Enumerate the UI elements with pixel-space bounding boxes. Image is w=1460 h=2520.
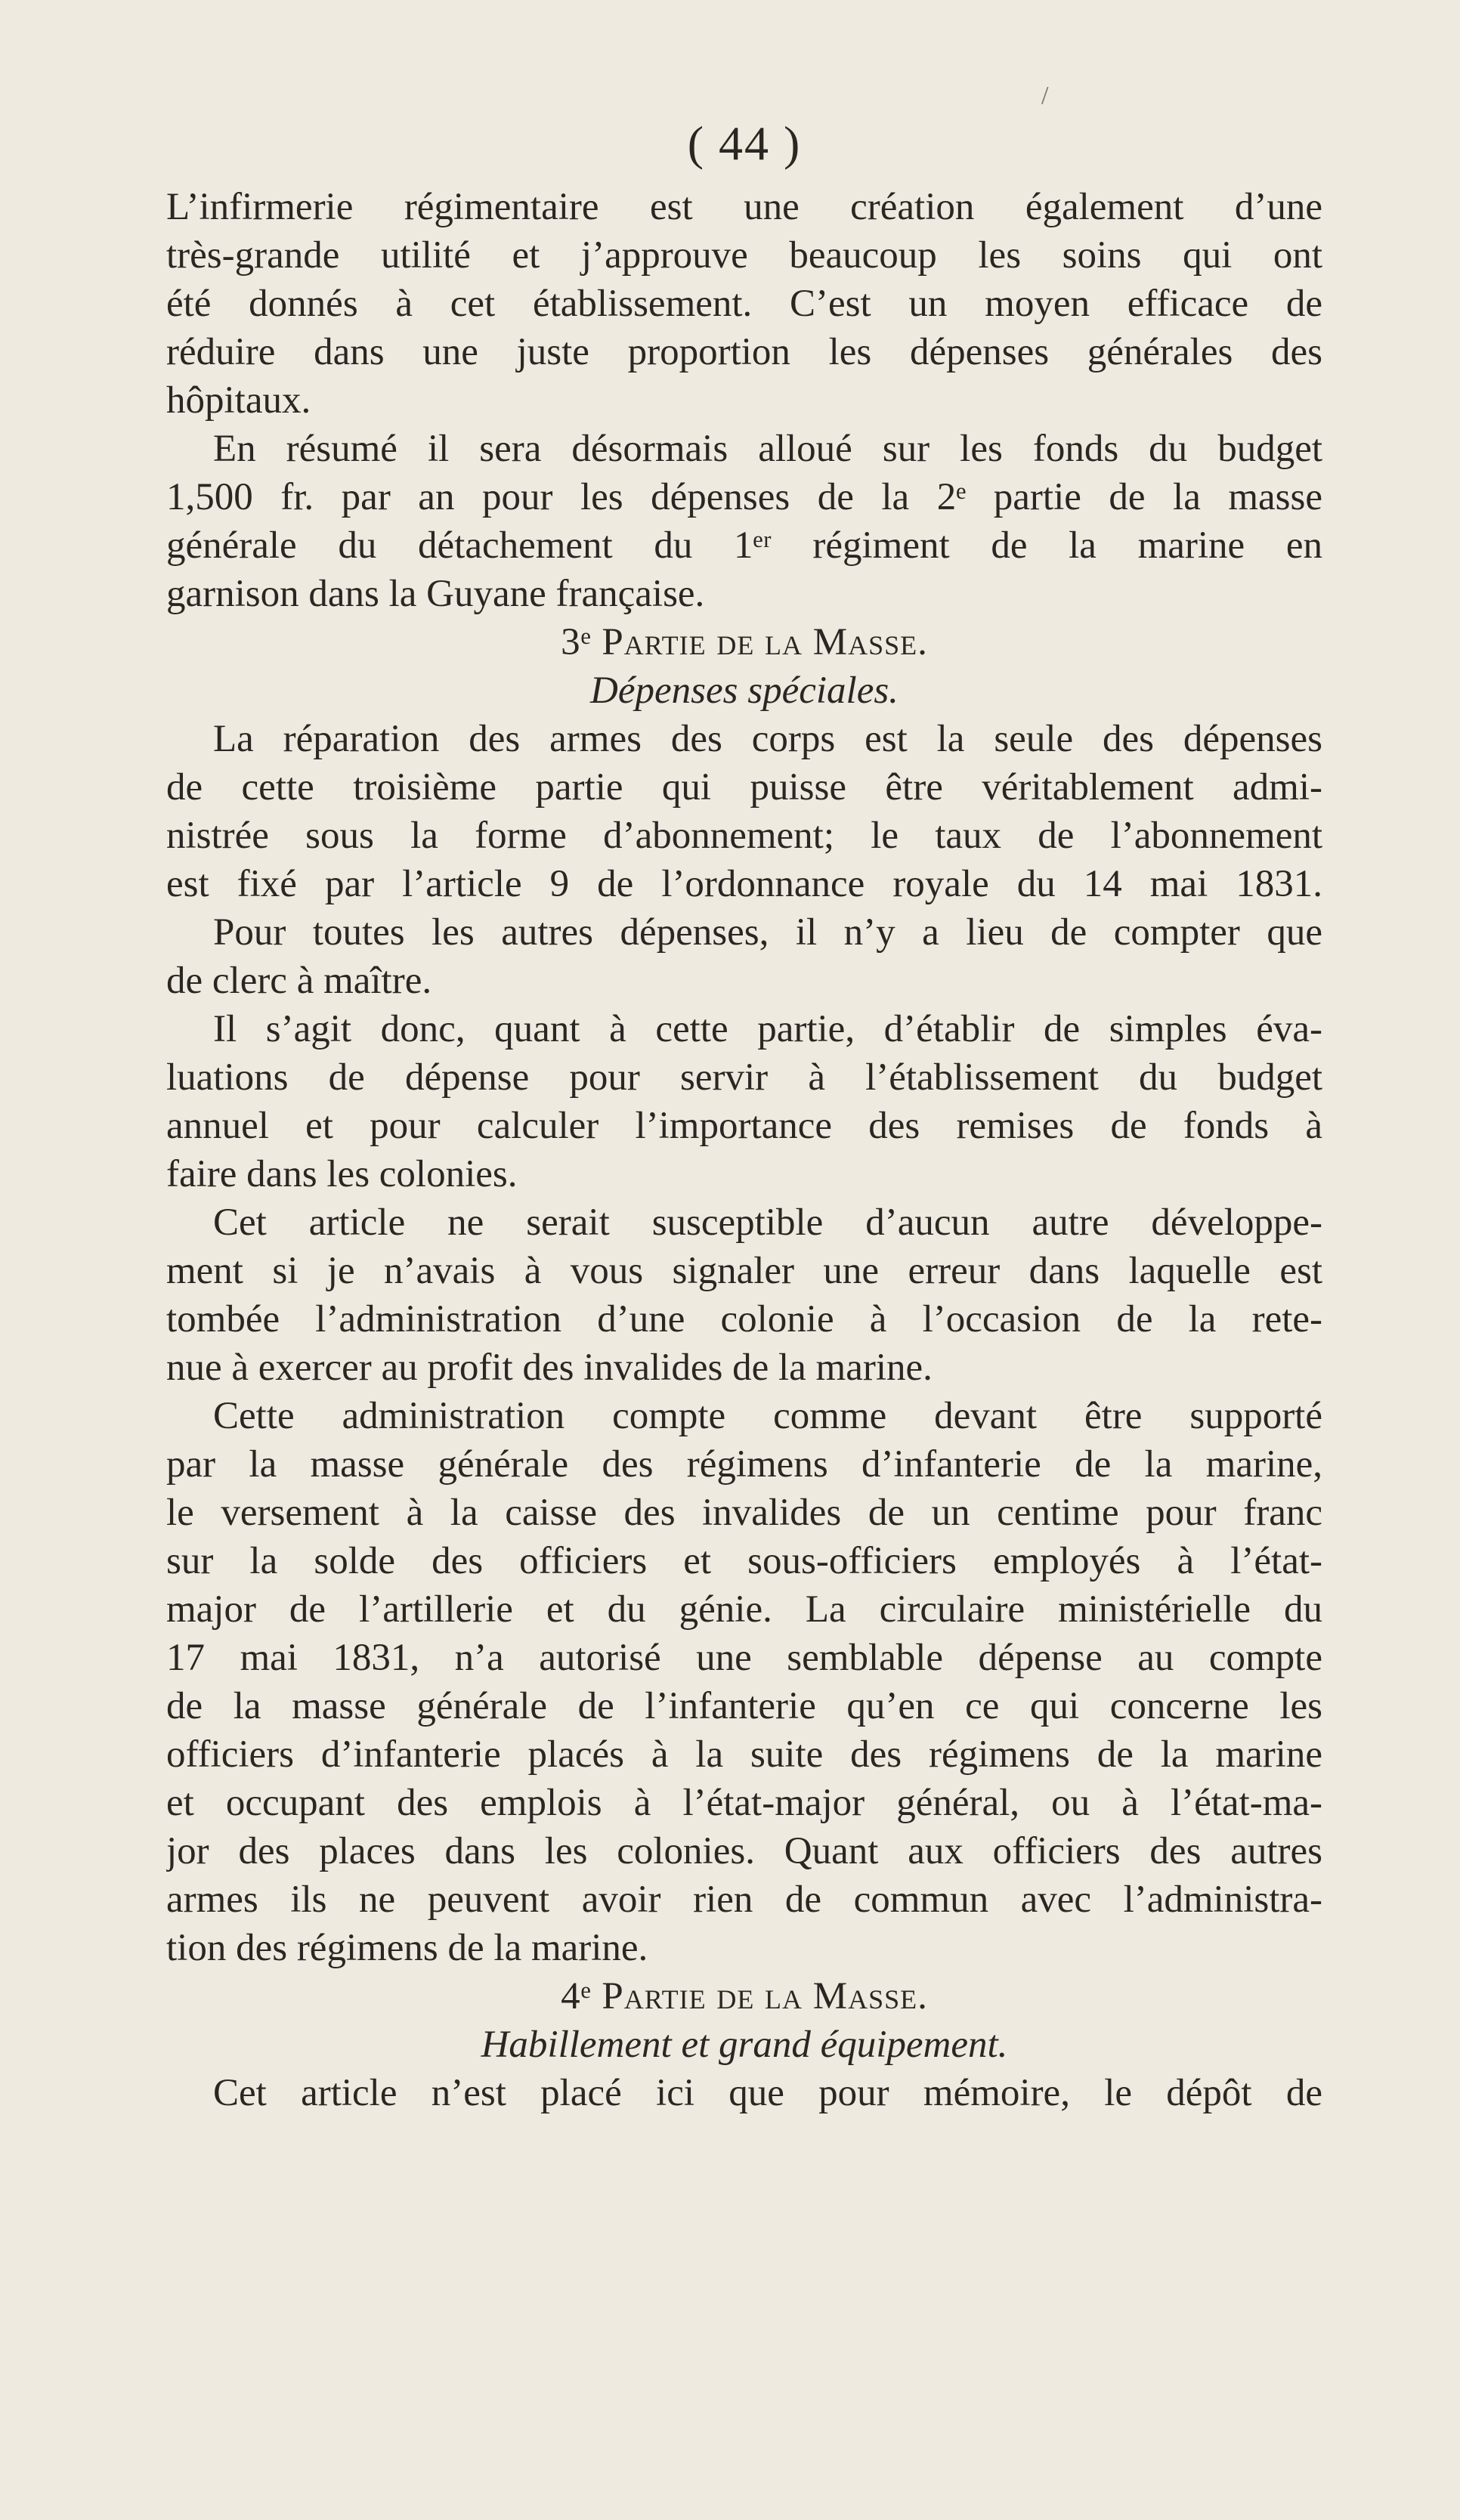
text-line: annuel et pour calculer l’importance des remises de fonds à xyxy=(166,1105,1322,1147)
text-line: ment si je n’avais à vous signaler une erreur dans laquelle est xyxy=(166,1250,1322,1292)
body-text xyxy=(166,183,1322,2117)
text-line: et occupant des emplois à l’état-major général, ou à l’état-ma- xyxy=(166,1782,1322,1824)
text-line: Cet article n’est placé ici que pour mémoire, le dépôt de xyxy=(213,2072,1322,2114)
text-line: armes ils ne peuvent avoir rien de commun avec l’administra- xyxy=(166,1878,1322,1921)
text-line: 1,500 fr. par an pour les dépenses de la 2ᵉ partie de la masse xyxy=(166,476,1322,518)
text-line: nue à exercer au profit des invalides de la marine. xyxy=(166,1347,933,1389)
section-heading: 4ᵉ Partie de la Masse. xyxy=(561,1975,928,2018)
text-line: de cette troisième partie qui puisse être véritablement admi- xyxy=(166,766,1322,809)
text-line: hôpitaux. xyxy=(166,379,311,422)
text-line: faire dans les colonies. xyxy=(166,1153,518,1195)
section-subtitle: Habillement et grand équipement. xyxy=(481,2024,1008,2066)
text-line: le versement à la caisse des invalides de un centime pour franc xyxy=(166,1492,1322,1534)
text-line: garnison dans la Guyane française. xyxy=(166,573,705,615)
document-page xyxy=(166,113,1322,2426)
margin-mark: / xyxy=(1041,82,1049,110)
text-line: officiers d’infanterie placés à la suite des régimens de la marine xyxy=(166,1733,1322,1776)
text-line: sur la solde des officiers et sous-officiers employés à l’état- xyxy=(166,1540,1322,1582)
text-line: Cette administration compte comme devant être supporté xyxy=(213,1395,1322,1437)
text-line: tombée l’administration d’une colonie à l’occasion de la rete- xyxy=(166,1298,1322,1340)
text-line: En résumé il sera désormais alloué sur les fonds du budget xyxy=(213,428,1322,470)
text-line: L’infirmerie régimentaire est une création également d’une xyxy=(166,186,1322,228)
section-heading: 3ᵉ Partie de la Masse. xyxy=(561,621,928,663)
text-line: réduire dans une juste proportion les dépenses générales des xyxy=(166,331,1322,373)
text-line: jor des places dans les colonies. Quant aux officiers des autres xyxy=(166,1830,1322,1872)
text-line: luations de dépense pour servir à l’établissement du budget xyxy=(166,1056,1322,1099)
text-line: très-grande utilité et j’approuve beaucoup les soins qui ont xyxy=(166,234,1322,277)
text-line: tion des régimens de la marine. xyxy=(166,1927,648,1969)
text-line: La réparation des armes des corps est la seule des dépenses xyxy=(213,718,1322,760)
text-line: major de l’artillerie et du génie. La circulaire ministérielle du xyxy=(166,1588,1322,1631)
section-subtitle: Dépenses spéciales. xyxy=(590,669,899,712)
text-line: nistrée sous la forme d’abonnement; le taux de l’abonnement xyxy=(166,815,1322,857)
text-line: 17 mai 1831, n’a autorisé une semblable dépense au compte xyxy=(166,1637,1322,1679)
page-number: ( 44 ) xyxy=(687,116,802,170)
text-line: générale du détachement du 1ᵉʳ régiment de la marine en xyxy=(166,524,1322,567)
text-line: de clerc à maître. xyxy=(166,960,432,1002)
text-line: Pour toutes les autres dépenses, il n’y a lieu de compter que xyxy=(213,911,1322,954)
text-line: par la masse générale des régimens d’infanterie de la marine, xyxy=(166,1443,1322,1486)
text-line: été donnés à cet établissement. C’est un moyen efficace de xyxy=(166,283,1322,325)
text-line: Il s’agit donc, quant à cette partie, d’établir de simples éva- xyxy=(213,1008,1322,1050)
text-line: de la masse générale de l’infanterie qu’en ce qui concerne les xyxy=(166,1685,1322,1727)
text-line: est fixé par l’article 9 de l’ordonnance royale du 14 mai 1831. xyxy=(166,863,1322,905)
text-line: Cet article ne serait susceptible d’aucun autre développe- xyxy=(213,1201,1322,1244)
